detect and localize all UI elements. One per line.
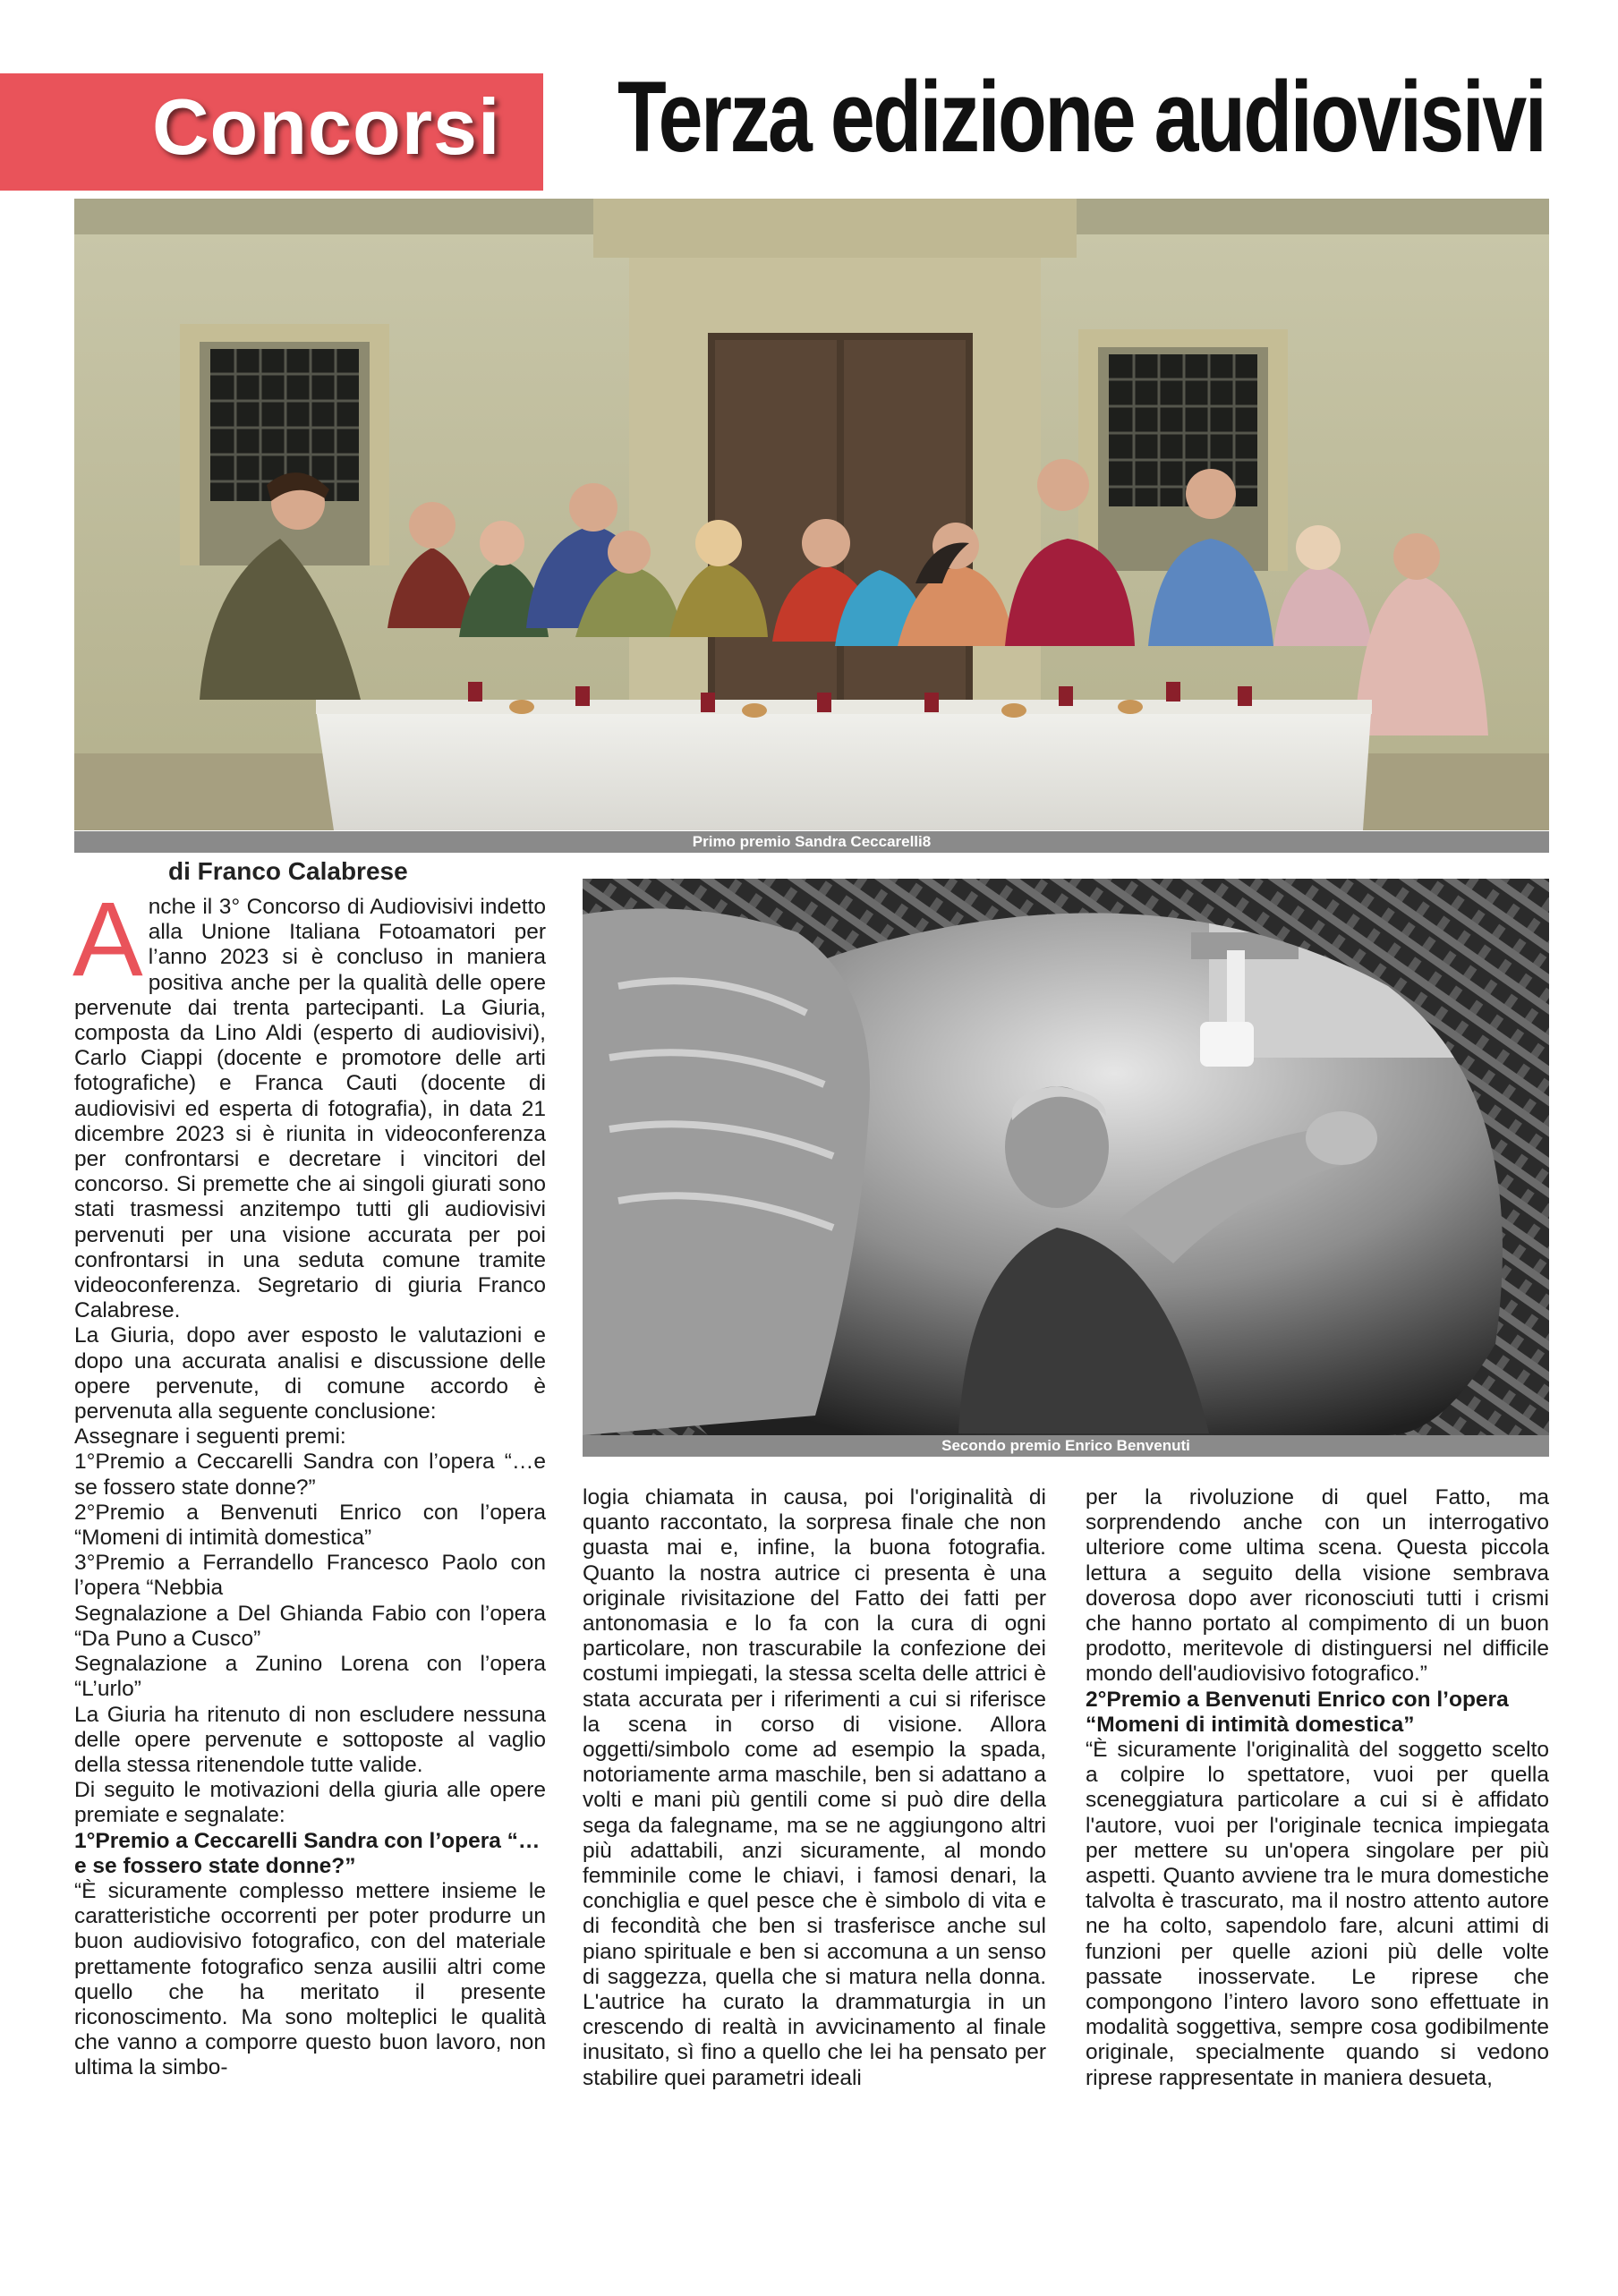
section-label: Concorsi [152,82,501,171]
article-paragraph: Assegnare i seguenti premi: [74,1424,346,1450]
prize-list-item: Segnalazione a Del Ghianda Fabio con l’opera “Da Puno a Cusco” [74,1601,546,1651]
prize-list-item: 1°Premio a Ceccarelli Sandra con l’opera “…e se fossero state donne?” [74,1450,546,1500]
article-paragraph: Di seguito le motivazioni della giuria alle opere premiate e segnalate: [74,1778,546,1828]
prize-list-item: 2°Premio a Benvenuti Enrico con l’opera “Momeni di intimità domestica” [74,1500,546,1551]
drop-cap: A [72,880,143,999]
byline: di Franco Calabrese [168,857,408,885]
photo-second-prize [583,879,1549,1435]
article-paragraph: “È sicuramente l'originalità del soggetto scelto a colpire lo spettatore, vuoi per quella sceneggiatura particolare a cui si è affidato l'autore, vuoi per l'originale tecnica impiegata per mettere su un'opera singolare per più aspetti. Quanto avviene tra le mura domestiche talvolta è trascurato, ma il nostro attento autore ne ha colto, sapendolo fare, alcuni attimi di funzioni per quelle azioni più delle volte passate inosservate. Le riprese che compongono l’intero lavoro sono effettuate in modalità soggettiva, sempre cosa godibilmente originale, specialmente quando si vedono riprese rappresentate in maniera desueta, [1086,1738,1549,2090]
photo-first-prize-caption: Primo premio Sandra Ceccarelli8 [74,831,1549,853]
article-headline: Terza edizione audiovisivi [617,61,1546,173]
section-heading-first-prize: 1°Premio a Ceccarelli Sandra con l’opera “…e se fossero state donne?” [74,1828,541,1878]
article-column-2 [583,1485,1046,2091]
article-column-1 [72,880,546,2081]
laundry-basket-photo-graphic [583,879,1549,1435]
section-heading-second-prize: 2°Premio a Benvenuti Enrico con l’opera “Momeni di intimità domestica” [1086,1687,1509,1737]
prize-list-item: Segnalazione a Zunino Lorena con l’opera “L’urlo” [74,1652,546,1702]
intro-text: nche il 3° Concorso di Audiovisivi indetto alla Unione Italiana Fotoamatori per l’anno 2023 si è concluso in maniera positiva anche per la qualità delle opere pervenute dai trenta partecipanti. La Giuria, composta da Lino Aldi (esperto di audiovisivi), Carlo Ciappi (docente e promotore delle arti fotografiche) e Franca Cauti (docente di audiovisivi ed esperta di fotografia), in data 21 dicembre 2023 si è riunita in videoconferenza per confrontarsi e decretare i vincitori del concorso. Si premette che ai singoli giurati sono stati trasmessi anzitempo tutti gli audiovisivi pervenuti per una visione accurata per poi confrontarsi in una seduta comune tramite videoconferenza. Segretario di giuria Franco Calabrese. [74,895,546,1323]
last-supper-photo-graphic [74,199,1549,830]
article-column-3 [1086,1485,1549,2091]
article-paragraph: La Giuria, dopo aver esposto le valutazioni e dopo una accurata analisi e discussione delle opere pervenute, di comune accordo è pervenuta alla seguente conclusione: [74,1323,546,1424]
article-paragraph: logia chiamata in causa, poi l'originalità di quanto raccontato, la sorpresa finale che non guasta mai e, infine, la buona fotografia. Quanto la nostra autrice ci presenta è una originale rivisitazione del Fatto dei fatti per antonomasia e lo fa con la cura di ogni particolare, non trascurabile la confezione dei costumi impiegati, la stessa scelta delle attrici è stata accurata per i riferimenti a cui si riferisce la scena in corso di visione. Allora oggetti/simbolo come ad esempio la spada, notoriamente arma maschile, ben si adattano a volti e mani più gentili come si può dire della sega da falegname, ma se ne aggiungono altri più adattabili, anzi sicuramente, al mondo femminile come le chiavi, i famosi denari, la conchiglia e quel pesce che è simbolo di vita e di fecondità che ben si trasferisce anche sul piano spirituale e ben si accomuna a un senso di saggezza, quella che si matura nella donna. L'autrice ha curato la drammaturgia in un crescendo di realtà in avvicinamento al finale inusitato, sì fino a quello che lei ha pensato per stabilire quei parametri ideali [583,1485,1046,2090]
prize-list-item: 3°Premio a Ferrandello Francesco Paolo con l’opera “Nebbia [74,1551,546,1601]
photo-second-prize-caption: Secondo premio Enrico Benvenuti [583,1435,1549,1457]
article-paragraph: per la rivoluzione di quel Fatto, ma sorprendendo anche con un interrogativo ulteriore come ultima scena. Questa piccola lettura a seguito della visione sembrava doverosa dopo aver riconosciuti tutti i crismi che hanno portato al compimento di un buon prodotto, meritevole di distinguersi nel difficile mondo dell'audiovisivo fotografico.” [1086,1485,1549,1687]
photo-first-prize [74,199,1549,830]
article-paragraph: La Giuria ha ritenuto di non escludere nessuna delle opere pervenute e sottoposte al vaglio della stessa ritenendole tutte valide. [74,1702,546,1777]
article-paragraph: “È sicuramente complesso mettere insieme le caratteristiche occorrenti per poter produrre un buon audiovisivo fotografico, con del materiale prettamente fotografico senza ausilii altri come quello che ha meritato il presente riconoscimento. Ma sono molteplici le qualità che vanno a comporre questo buon lavoro, non ultima la simbo- [74,1878,546,2080]
article-paragraph [72,880,546,1323]
